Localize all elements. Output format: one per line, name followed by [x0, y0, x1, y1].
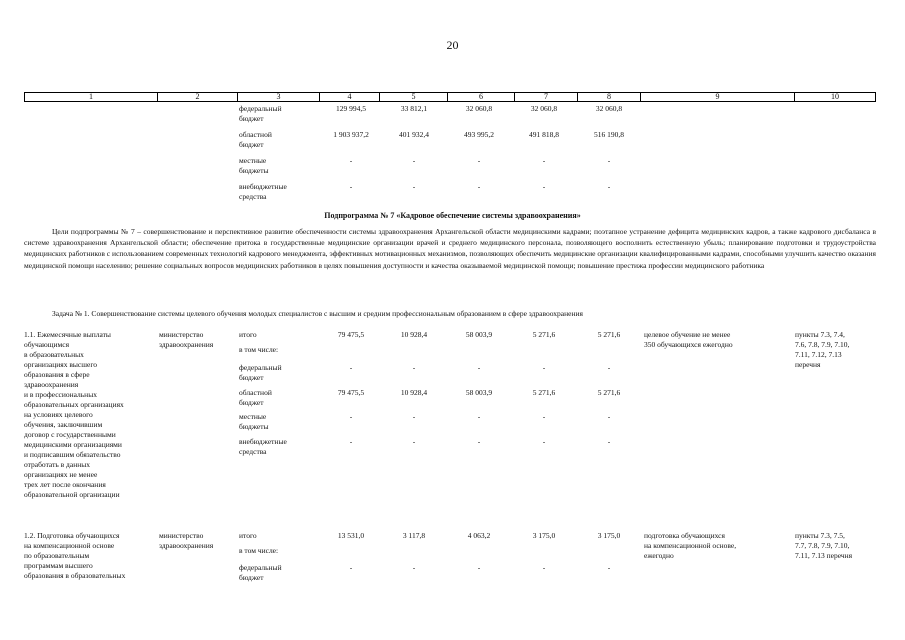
column-number-6: 6: [448, 93, 515, 101]
source-label: внебюджетные средства: [239, 437, 287, 456]
value-cell: 32 060,8: [465, 104, 493, 113]
source-label: областной бюджет: [239, 388, 272, 407]
value-cell: 5 271,6: [597, 388, 621, 397]
column-number-1: 1: [25, 93, 158, 101]
value-cell: 401 932,4: [399, 130, 429, 139]
source-label: федеральный бюджет: [239, 363, 282, 382]
value-cell: 10 928,4: [400, 388, 428, 397]
value-cell: 3 175,0: [532, 531, 556, 540]
column-number-9: 9: [641, 93, 795, 101]
task-heading: Задача № 1. Совершенствование системы целевого обучения молодых специалистов с высшим и средним профессиональным образованием в сфере здравоохранения: [52, 309, 583, 318]
column-number-3: 3: [238, 93, 320, 101]
value-cell: 491 818,8: [529, 130, 559, 139]
source-label: местные бюджеты: [239, 412, 269, 431]
value-cell: 32 060,8: [530, 104, 558, 113]
column-number-2: 2: [158, 93, 238, 101]
value-cell: 5 271,6: [597, 330, 621, 339]
value-cell: -: [607, 412, 611, 421]
value-cell: 10 928,4: [400, 330, 428, 339]
value-cell: -: [412, 363, 416, 372]
value-cell: -: [542, 563, 546, 572]
column-number-5: 5: [380, 93, 448, 101]
value-cell: -: [477, 182, 481, 191]
value-cell: -: [412, 437, 416, 446]
item-name: 1.1. Ежемесячные выплаты обучающимся в образовательных организациях высшего образования в сфере здравоохранения и в профессиональных образовательных организациях на условиях целевого обучения, заключившим договор с государственными медицинскими организациями и подписавшим обязательство отработать в данных организациях не менее трех лет после окончания образовательной организации: [24, 330, 124, 499]
value-cell: -: [607, 182, 611, 191]
value-cell: -: [607, 437, 611, 446]
expected-result: подготовка обучающихся на компенсационной основе, ежегодно: [644, 531, 737, 560]
value-cell: -: [607, 563, 611, 572]
value-cell: 1 903 937,2: [333, 130, 369, 139]
value-cell: 4 063,2: [467, 531, 491, 540]
source-label: внебюджетные средства: [239, 182, 287, 201]
value-cell: -: [349, 182, 353, 191]
value-cell: 58 003,9: [465, 388, 493, 397]
source-label: в том числе:: [239, 345, 279, 354]
value-cell: -: [542, 363, 546, 372]
value-cell: 32 060,8: [595, 104, 623, 113]
value-cell: -: [477, 412, 481, 421]
value-cell: 516 190,8: [594, 130, 624, 139]
table-header-row: [24, 92, 876, 102]
executor: министерство здравоохранения: [159, 531, 214, 550]
value-cell: -: [607, 156, 611, 165]
item-name: 1.2. Подготовка обучающихся на компенсационной основе по образовательным программам высшего образования в образовательных: [24, 531, 126, 580]
source-label: итого: [239, 531, 257, 540]
value-cell: 58 003,9: [465, 330, 493, 339]
value-cell: 5 271,6: [532, 388, 556, 397]
indicator-links: пункты 7.3, 7.5, 7.7, 7.8, 7.9, 7.10, 7.11, 7.13 перечня: [795, 531, 853, 560]
executor: министерство здравоохранения: [159, 330, 214, 349]
value-cell: 5 271,6: [532, 330, 556, 339]
source-label: итого: [239, 330, 257, 339]
page-number: 20: [446, 38, 459, 52]
subprogram-title: Подпрограмма № 7 «Кадровое обеспечение системы здравоохранения»: [324, 211, 581, 220]
column-number-8: 8: [578, 93, 641, 101]
value-cell: -: [477, 156, 481, 165]
value-cell: 79 475,5: [337, 388, 365, 397]
value-cell: -: [542, 156, 546, 165]
value-cell: 129 994,5: [336, 104, 366, 113]
value-cell: -: [412, 156, 416, 165]
value-cell: -: [607, 363, 611, 372]
value-cell: -: [349, 437, 353, 446]
value-cell: 33 812,1: [400, 104, 428, 113]
value-cell: -: [477, 363, 481, 372]
value-cell: 493 995,2: [464, 130, 494, 139]
expected-result: целевое обучение не менее 350 обучающихся ежегодно: [644, 330, 733, 349]
value-cell: 3 175,0: [597, 531, 621, 540]
value-cell: -: [412, 182, 416, 191]
column-number-7: 7: [515, 93, 578, 101]
value-cell: 79 475,5: [337, 330, 365, 339]
value-cell: -: [412, 563, 416, 572]
value-cell: -: [349, 156, 353, 165]
source-label: федеральный бюджет: [239, 104, 282, 123]
value-cell: -: [542, 437, 546, 446]
value-cell: -: [349, 563, 353, 572]
value-cell: 3 117,8: [402, 531, 426, 540]
value-cell: -: [477, 437, 481, 446]
indicator-links: пункты 7.3, 7.4, 7.6, 7.8, 7.9, 7.10, 7.11, 7.12, 7.13 перечня: [795, 330, 850, 369]
source-label: областной бюджет: [239, 130, 272, 149]
source-label: в том числе:: [239, 546, 279, 555]
column-number-10: 10: [831, 92, 839, 101]
value-cell: -: [349, 363, 353, 372]
value-cell: -: [477, 563, 481, 572]
value-cell: -: [542, 182, 546, 191]
source-label: федеральный бюджет: [239, 563, 282, 582]
column-number-4: 4: [320, 93, 380, 101]
goals-paragraph: Цели подпрограммы № 7 – совершенствование и перспективное развитие обеспеченности системы здравоохранения Архангельской области медицинскими кадрами; поэтапное устранение дефицита медицинских кадров, а также кадрового дисбаланса в системе здравоохранения Архангельской области; обеспечение притока в государственные медицинские организации врачей и среднего медицинского персонала, позволяющего восполнить естественную убыль; планирование подготовки и трудоустройства медицинских работников с использованием современных технологий кадрового менеджмента, эффективных мотивационных механизмов, позволяющих обеспечить медицинские организации квалифицированными кадрами, способными улучшить качество оказания медицинской помощи населению; решение социальных вопросов медицинских работников в целях повышения доступности и качества оказываемой медицинской помощи; повышение престижа профессии медицинского работника: [24, 227, 876, 270]
source-label: местные бюджеты: [239, 156, 269, 175]
value-cell: 13 531,0: [337, 531, 365, 540]
value-cell: -: [349, 412, 353, 421]
value-cell: -: [542, 412, 546, 421]
value-cell: -: [412, 412, 416, 421]
